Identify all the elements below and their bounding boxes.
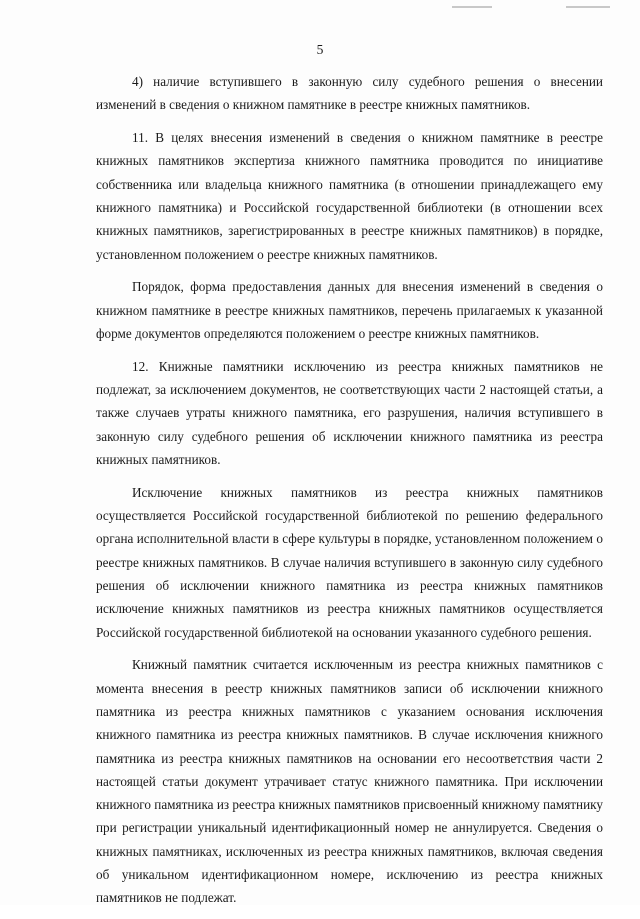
paragraph: Исключение книжных памятников из реестра книжных памятников осуществляется Российской государственной библиотекой по решению федерального органа исполнительной власти в сфере культуры в порядке, установленном положением о реестре книжных памятников. В случае наличия вступившего в законную силу судебного решения об исключении книжного памятника из реестра книжных памятников исключение книжных памятников из реестра книжных памятников осуществляется Российской государственной библиотекой на основании указанного судебного решения. [96, 484, 603, 640]
document-body [96, 70, 603, 919]
paragraph: Порядок, форма предоставления данных для внесения изменений в сведения о книжном памятнике в реестре книжных памятников, перечень прилагаемых к указанной форме документов определяются положением о реестре книжных памятников. [96, 279, 603, 341]
paragraph: 11. В целях внесения изменений в сведения о книжном памятнике в реестре книжных памятников экспертиза книжного памятника проводится по инициативе собственника или владельца книжного памятника (в отношении принадлежащего ему книжного памятника) и Российской государственной библиотеки (в отношении всех книжных памятников, зарегистрированных в реестре книжных памятников) в порядке, установленном положением о реестре книжных памятников. [96, 130, 603, 262]
scan-artifact [566, 6, 610, 8]
paragraph: Книжный памятник считается исключенным из реестра книжных памятников с момента внесения в реестр книжных памятников записи об исключении книжного памятника из реестра книжных памятников с указанием основания исключения книжного памятника из реестра книжных памятников. В случае исключения книжного памятника из реестра книжных памятников на основании его несоответствия части 2 настоящей статьи документ утрачивает статус книжного памятника. При исключении книжного памятника из реестра книжных памятников присвоенный книжному памятнику при регистрации уникальный идентификационный номер не аннулируется. Сведения о книжных памятниках, исключенных из реестра книжных памятников, включая сведения об уникальном идентификационном номере, исключению из реестра книжных памятников не подлежат. [96, 657, 603, 906]
page-number: 5 [316, 42, 324, 57]
scan-artifact [452, 6, 492, 8]
paragraph: 4) наличие вступившего в законную силу судебного решения о внесении изменений в сведения о книжном памятнике в реестре книжных памятников. [96, 74, 603, 113]
paragraph: 12. Книжные памятники исключению из реестра книжных памятников не подлежат, за исключением документов, не соответствующих части 2 настоящей статьи, а также случаев утраты книжного памятника, его разрушения, наличия вступившего в законную силу судебного решения об исключении книжного памятника из реестра книжных памятников. [96, 358, 603, 467]
